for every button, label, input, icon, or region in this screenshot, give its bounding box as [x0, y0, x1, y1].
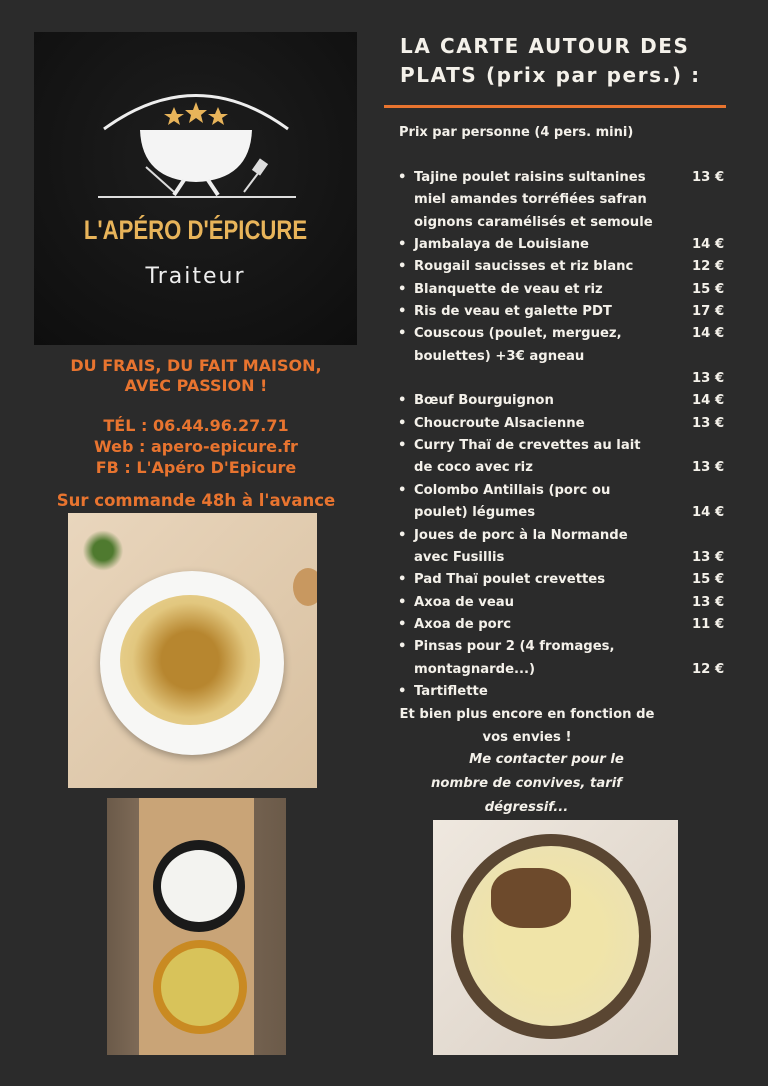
menu-item-row [398, 279, 738, 301]
menu-title [400, 32, 701, 90]
menu-item-row [398, 256, 738, 278]
menu-item-row [398, 413, 738, 435]
menu-item-row [398, 614, 738, 636]
menu-item-text: montagnarde...) [414, 661, 536, 677]
menu-item-text: Axoa de porc [414, 616, 512, 632]
menu-item-text: Pad Thaï poulet crevettes [414, 572, 606, 588]
logo [34, 32, 357, 345]
menu-item-row [398, 636, 738, 658]
logo-name: L'APÉRO D'ÉPICURE [83, 215, 308, 245]
menu-item-price: 14 € [692, 237, 725, 253]
contact-note [414, 748, 639, 820]
menu-item-price: 12 € [692, 661, 725, 677]
menu-item-text: Pinsas pour 2 (4 fromages, [414, 639, 615, 655]
menu-item-row [398, 301, 738, 323]
price-subtitle: Prix par personne (4 pers. mini) [399, 125, 634, 140]
menu-item-price: 15 € [692, 572, 725, 588]
menu-item-row [398, 592, 738, 614]
bullet: • [398, 304, 407, 320]
menu-item-row [398, 457, 738, 479]
menu-item-price: 14 € [692, 326, 725, 342]
menu-item-row [398, 368, 738, 390]
logo-subtitle: Traiteur [145, 264, 246, 289]
contact-note-line: nombre de convives, tarif [431, 776, 622, 791]
menu-item-text: Tartiflette [414, 683, 488, 699]
menu-item-text: Joues de porc à la Normande [414, 527, 628, 543]
menu-item-text: Choucroute Alsacienne [414, 415, 585, 431]
contact-note-line: dégressif... [484, 800, 569, 815]
website: Web : apero-epicure.fr [94, 437, 298, 456]
pork-cheeks-photo [433, 820, 678, 1055]
menu-item-price: 14 € [692, 393, 725, 409]
menu-item-row [398, 189, 738, 211]
menu-item-text: oignons caramélisés et semoule [414, 214, 653, 230]
divider [384, 105, 726, 108]
menu-item-price: 14 € [692, 505, 725, 521]
menu-item-text: Jambalaya de Louisiane [414, 237, 589, 253]
bullet: • [398, 326, 407, 342]
bullet: • [398, 527, 407, 543]
menu-item-row [398, 681, 738, 703]
menu-item-price: 13 € [692, 549, 725, 565]
more-line: vos envies ! [482, 729, 572, 745]
menu-item-text: poulet) légumes [414, 505, 536, 521]
bullet: • [398, 415, 407, 431]
curry-photo [107, 798, 286, 1055]
menu-item-text: Bœuf Bourguignon [414, 393, 554, 409]
menu-item-price: 12 € [692, 259, 725, 275]
menu-item-price: 13 € [692, 371, 725, 387]
menu-item-price: 13 € [692, 460, 725, 476]
bullet: • [398, 281, 407, 297]
tagline [30, 356, 362, 396]
menu-item-row [398, 525, 738, 547]
bullet: • [398, 237, 407, 253]
phone: TÉL : 06.44.96.27.71 [103, 416, 289, 435]
bullet: • [398, 259, 407, 275]
menu-item-row [398, 212, 738, 234]
menu-item-row [398, 480, 738, 502]
bullet: • [398, 594, 407, 610]
bullet: • [398, 393, 407, 409]
menu-item-row [398, 659, 738, 681]
bullet: • [398, 616, 407, 632]
menu-item-text: Blanquette de veau et riz [414, 281, 603, 297]
tagline-line: AVEC PASSION ! [124, 376, 268, 395]
contact-info [30, 415, 362, 478]
menu-item-text: Couscous (poulet, merguez, [414, 326, 622, 342]
menu-item-text: Axoa de veau [414, 594, 515, 610]
bullet: • [398, 482, 407, 498]
grill-logo-icon [34, 32, 357, 212]
menu-item-row [398, 346, 738, 368]
menu-list [398, 167, 738, 703]
menu-item-price: 13 € [692, 170, 725, 185]
menu-item-text: boulettes) +3€ agneau [414, 348, 585, 364]
title-line: LA CARTE AUTOUR DES [400, 34, 690, 58]
menu-item-text: Tajine poulet raisins sultanines [414, 170, 646, 185]
tagline-line: DU FRAIS, DU FAIT MAISON, [70, 356, 322, 375]
menu-item-price: 17 € [692, 304, 725, 320]
title-line: PLATS (prix par pers.) : [400, 63, 701, 87]
contact-note-line: Me contacter pour le [469, 752, 624, 767]
bullet: • [398, 639, 407, 655]
order-note: Sur commande 48h à l'avance [56, 491, 336, 510]
menu-item-row [398, 390, 738, 412]
menu-item-price: 13 € [692, 594, 725, 610]
couscous-photo [68, 513, 317, 788]
menu-item-text: Rougail saucisses et riz blanc [414, 259, 634, 275]
menu-item-row [398, 323, 738, 345]
more-line: Et bien plus encore en fonction de [399, 707, 655, 722]
menu-item-text: Ris de veau et galette PDT [414, 304, 612, 320]
menu-item-text: Colombo Antillais (porc ou [414, 482, 611, 498]
more-note [392, 704, 662, 749]
menu-item-row [398, 502, 738, 524]
menu-item-text: de coco avec riz [414, 460, 533, 476]
menu-item-row [398, 234, 738, 256]
bullet: • [398, 170, 407, 185]
facebook: FB : L'Apéro D'Epicure [95, 458, 297, 477]
menu-item-row [398, 569, 738, 591]
bullet: • [398, 438, 407, 454]
menu-item-text: miel amandes torréfiées safran [414, 192, 647, 208]
menu-item-text: avec Fusillis [414, 549, 505, 565]
bullet: • [398, 683, 407, 699]
menu-item-price: 11 € [692, 616, 725, 632]
bullet: • [398, 572, 407, 588]
menu-item-text: Curry Thaï de crevettes au lait [414, 438, 641, 454]
menu-item-row [398, 547, 738, 569]
menu-item-price: 15 € [692, 281, 725, 297]
menu-item-price: 13 € [692, 415, 725, 431]
menu-item-row [398, 435, 738, 457]
menu-item-row [398, 167, 738, 189]
